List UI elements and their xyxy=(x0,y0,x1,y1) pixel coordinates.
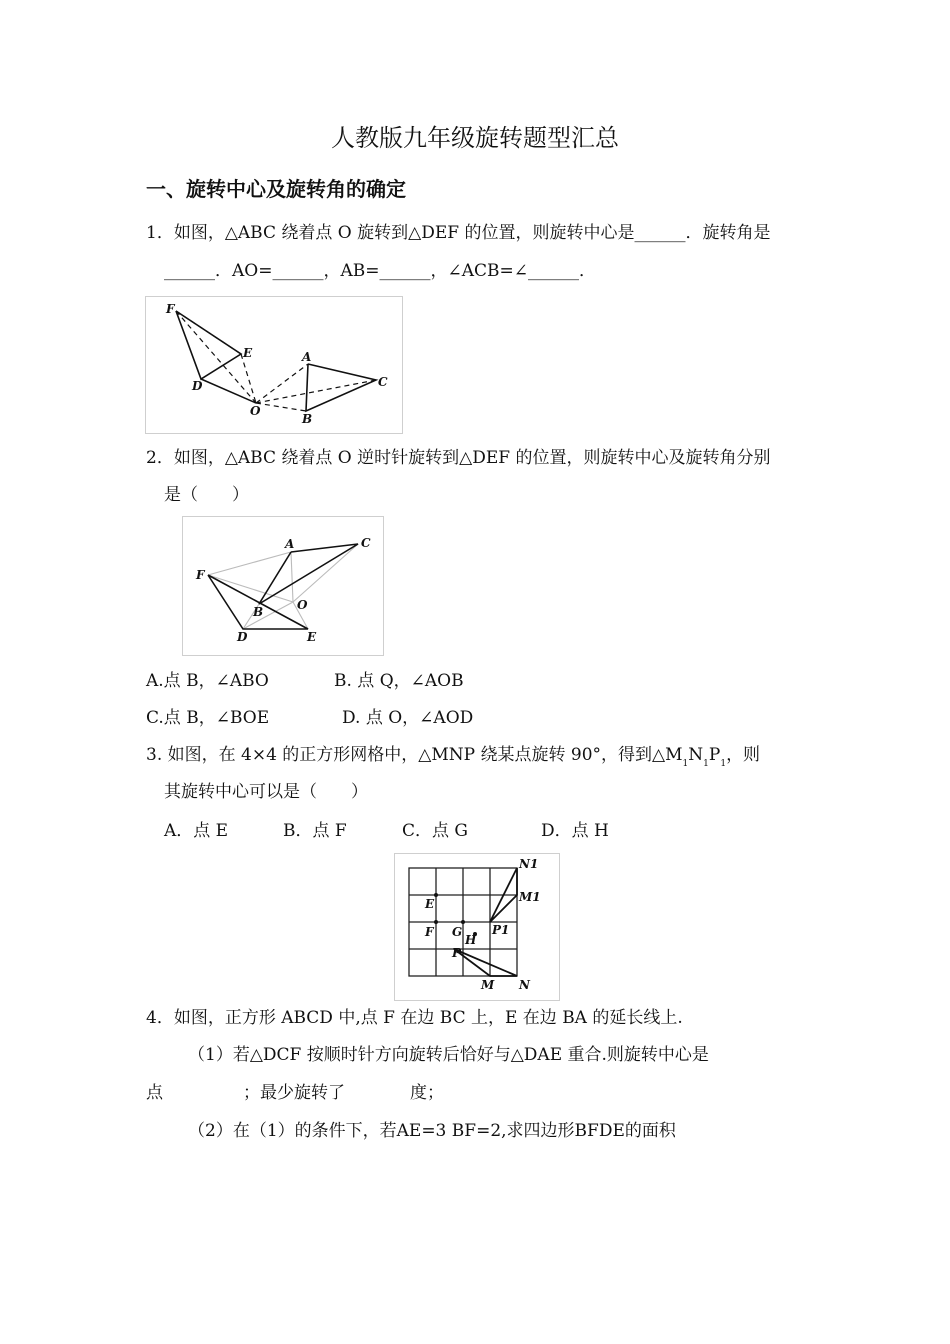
label-o: O xyxy=(297,598,308,612)
q2-option-b: B. 点 Q，∠AOB xyxy=(334,671,464,691)
label-n1: N1 xyxy=(519,857,539,871)
q3-sub1: 1 xyxy=(682,759,689,769)
q3-line2: 其旋转中心可以是（ ） xyxy=(164,782,368,802)
q3-option-d: D．点 H xyxy=(541,821,609,841)
q4-part2: （2）在（1）的条件下，若AE=3 BF=2,求四边形BFDE的面积 xyxy=(188,1121,676,1141)
q1-diagram xyxy=(146,297,402,433)
triangle-def xyxy=(176,311,241,379)
q2-line1: 2．如图，△ABC 绕着点 O 逆时针旋转到△DEF 的位置，则旋转中心及旋转角分别 xyxy=(146,448,771,468)
q2-figure xyxy=(182,516,384,656)
label-d: D xyxy=(237,630,248,644)
q3-option-b: B．点 F xyxy=(283,821,347,841)
label-f: F xyxy=(196,568,205,582)
triangle-abc xyxy=(259,544,358,604)
q3-sub3: 1 xyxy=(720,759,727,769)
q3-option-a: A．点 E xyxy=(164,821,229,841)
q2-option-c: C.点 B，∠BOE xyxy=(146,708,270,728)
q3-p: P xyxy=(708,745,721,765)
label-m1: M1 xyxy=(519,890,541,904)
label-e: E xyxy=(243,346,253,360)
q1-line2: ______．AO=______，AB=______，∠ACB=∠______． xyxy=(164,261,596,281)
label-f: F xyxy=(166,302,175,316)
label-g: G xyxy=(452,925,463,939)
q4-part1-point: 点 xyxy=(146,1083,163,1103)
q4-line1: 4．如图，正方形 ABCD 中,点 F 在边 BC 上，E 在边 BA 的延长线上. xyxy=(146,1008,683,1028)
label-c: C xyxy=(378,375,388,389)
label-p1: P1 xyxy=(492,923,510,937)
label-p: P xyxy=(452,946,462,960)
label-e: E xyxy=(307,630,317,644)
q2-option-d: D. 点 O，∠AOD xyxy=(342,708,474,728)
q4-part1-line1: （1）若△DCF 按顺时针方向旋转后恰好与△DAE 重合.则旋转中心是 xyxy=(188,1045,709,1065)
q1-line1: 1．如图，△ABC 绕着点 O 旋转到△DEF 的位置，则旋转中心是______．旋转角是 xyxy=(146,223,771,243)
label-b: B xyxy=(253,605,264,619)
label-h: H xyxy=(465,933,477,947)
q2-diagram xyxy=(183,517,383,655)
label-b: B xyxy=(302,412,313,426)
page-title: 人教版九年级旋转题型汇总 xyxy=(331,124,619,152)
label-n: N xyxy=(519,978,530,992)
q1-figure xyxy=(145,296,403,434)
q2-option-a: A.点 B，∠ABO xyxy=(146,671,269,691)
q3-n: N xyxy=(688,745,704,765)
label-a: A xyxy=(302,350,312,364)
q2-line2: 是（ ） xyxy=(164,485,249,505)
q3-line1-end: ，则 xyxy=(726,745,761,765)
triangle-abc xyxy=(306,364,376,411)
q3-line1 xyxy=(146,744,760,769)
q4-part1-rotate: ；最少旋转了 xyxy=(243,1083,345,1103)
label-e: E xyxy=(425,897,435,911)
label-f: F xyxy=(425,925,434,939)
q3-sub2: 1 xyxy=(703,759,709,769)
section-heading: 一、旋转中心及旋转角的确定 xyxy=(146,177,406,201)
label-m: M xyxy=(481,978,495,992)
q3-line1-text: 3. 如图，在 4×4 的正方形网格中，△MNP 绕某点旋转 90°，得到△M xyxy=(146,745,683,765)
label-a: A xyxy=(285,537,295,551)
label-d: D xyxy=(192,379,203,393)
label-o: O xyxy=(250,404,261,418)
q3-option-c: C．点 G xyxy=(402,821,468,841)
q3-grid-diagram xyxy=(395,854,559,1000)
q4-part1-degree: 度； xyxy=(410,1083,444,1103)
label-c: C xyxy=(361,536,371,550)
q3-figure xyxy=(394,853,560,1001)
